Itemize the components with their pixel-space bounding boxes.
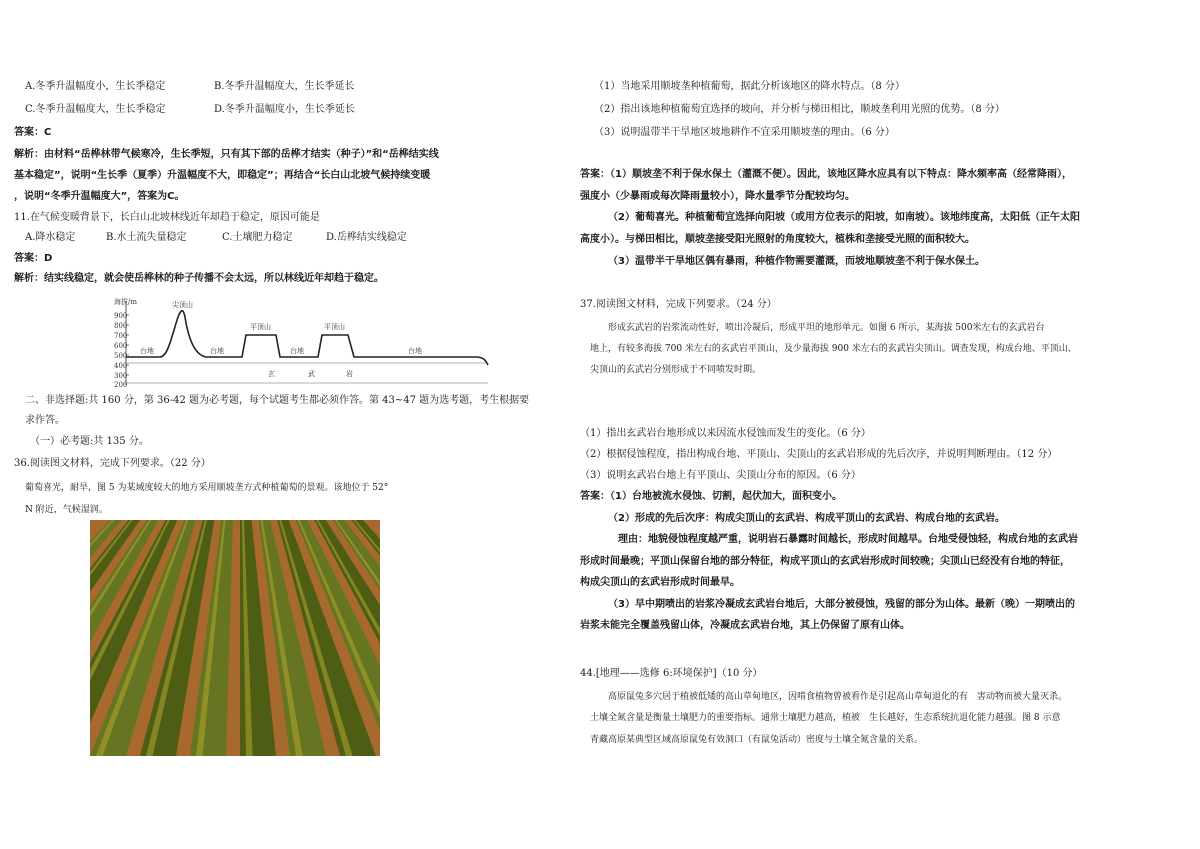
section2-line2: 求作答。 <box>25 415 65 426</box>
q36-stem: 36.阅读图文材料，完成下列要求。（22 分） <box>14 458 211 469</box>
q36-text-line1: 葡萄喜光，耐旱，图 5 为某域度较大的地方采用顺坡垄方式种植葡萄的景观。该地位于 52° <box>25 483 389 493</box>
ytick-200: 200 <box>114 381 128 387</box>
q37-reason-2: 形成时间最晚；平顶山保留台地的部分特征，构成平顶山的玄武岩形成时间较晚；尖顶山已经没有台地的特征， <box>580 556 1070 567</box>
q37-sub3: （3）说明玄武岩台地上有平顶山、尖顶山分布的原因。（6 分） <box>580 470 861 481</box>
label-flat-top-2: 平顶山 <box>324 323 345 331</box>
ytick-900: 900 <box>114 312 128 320</box>
section2-line1: 二、非选择题:共 160 分，第 36-42 题为必考题，每个试题考生都必须作答。第 43~47 题为选考题，考生根据要 <box>25 395 530 406</box>
q36-answer-2b: 高度小）。与梯田相比，顺坡垄接受阳光照射的角度较大，植株和垄接受光照的面积较大。 <box>580 234 975 245</box>
q37-reason-1: 理由：地貌侵蚀程度越严重，说明岩石暴露时间越长，形成时间越早。台地受侵蚀轻，构成台地的玄武岩 <box>618 534 1078 545</box>
label-pointed-peak: 尖顶山 <box>172 301 193 309</box>
ytick-800: 800 <box>114 322 128 330</box>
q11-analysis: 解析：结实线稳定，就会使岳桦林的种子传播不会太远，所以林线近年却趋于稳定。 <box>14 273 384 284</box>
q10-option-c: C.冬季升温幅度大，生长季稳定 <box>25 104 166 115</box>
ytick-700: 700 <box>114 332 128 340</box>
basalt-profile-figure <box>112 295 490 387</box>
q36-sub1: （1）当地采用顺坡垄种植葡萄，据此分析该地区的降水特点。（8 分） <box>594 81 905 92</box>
q11-option-c: C.土壤肥力稳定 <box>222 232 293 243</box>
q36-answer-1a: 答案：（1）顺坡垄不利于保水保土（灌溉不便）。因此，该地区降水应具有以下特点：降水频率高（经常降雨）， <box>580 169 1072 180</box>
label-basalt-1: 玄 <box>268 370 275 378</box>
q44-text-line3: 青藏高原某典型区域高原鼠兔有效洞口（有鼠兔活动）密度与土壤全氮含量的关系。 <box>590 735 924 745</box>
q11-answer: 答案：D <box>14 253 53 264</box>
q37-answer-1: 答案：（1）台地被流水侵蚀、切割，起伏加大，面积变小。 <box>580 491 842 502</box>
label-basalt-2: 武 <box>308 370 315 378</box>
label-basalt-3: 岩 <box>346 370 353 378</box>
q11-option-d: D.岳桦结实线稳定 <box>326 232 407 243</box>
q37-answer-3a: （3）早中期喷出的岩浆冷凝成玄武岩台地后，大部分被侵蚀，残留的部分为山体。最新（晚）一期喷出的 <box>608 599 1075 610</box>
profile-ylabel: 海拔/m <box>114 298 137 306</box>
q36-sub3: （3）说明温带半干旱地区坡地耕作不宜采用顺坡垄的理由。（6 分） <box>594 127 895 138</box>
q10-analysis-line2: 基本稳定”，说明“生长季（夏季）升温幅度不大，即稳定”；再结合“长白山北坡气候持续变暖 <box>14 170 431 181</box>
ytick-300: 300 <box>114 372 128 380</box>
label-platform-1: 台地 <box>140 347 154 355</box>
q44-text-line1: 高原鼠兔多穴居于植被低矮的高山草甸地区，因啃食植物曾被看作是引起高山草甸退化的有 害动物而被大量灭杀。 <box>608 692 1068 702</box>
q37-answer-3b: 岩浆未能完全覆盖残留山体，冷凝成玄武岩台地，其上仍保留了原有山体。 <box>580 620 910 631</box>
label-flat-top-1: 平顶山 <box>250 323 271 331</box>
q10-answer: 答案：C <box>14 127 52 138</box>
q36-sub2: （2）指出该地种植葡萄宜选择的坡向，并分析与梯田相比，顺坡垄利用光照的优势。（8 分） <box>594 104 1005 115</box>
q37-stem: 37.阅读图文材料，完成下列要求。（24 分） <box>580 299 777 310</box>
label-platform-2: 台地 <box>210 347 224 355</box>
q11-option-b: B.水土流失量稳定 <box>106 232 187 243</box>
q36-answer-3: （3）温带半干旱地区偶有暴雨，种植作物需要灌溉，而坡地顺坡垄不利于保水保土。 <box>608 256 985 267</box>
q37-text-line1: 形成玄武岩的岩浆流动性好，喷出冷凝后，形成平坦的地形单元。如图 6 所示，某海拔 500米左右的玄武岩台 <box>608 323 1045 333</box>
label-platform-3: 台地 <box>290 347 304 355</box>
q37-reason-3: 构成尖顶山的玄武岩形成时间最早。 <box>580 577 740 588</box>
q11-stem: 11.在气候变暖背景下，长白山北坡林线近年却趋于稳定，原因可能是 <box>14 212 320 223</box>
q37-sub2: （2）根据侵蚀程度，指出构成台地、平顶山、尖顶山的玄武岩形成的先后次序，并说明判断理由。（12 分） <box>580 449 1058 460</box>
section2-subheading: （一）必考题:共 135 分。 <box>30 436 149 447</box>
q37-text-line3: 尖顶山的玄武岩分别形成于不同喷发时期。 <box>590 365 762 375</box>
q10-analysis-line3: ，说明“冬季升温幅度大”，答案为C。 <box>14 191 185 202</box>
q36-text-line2: N 附近，气候湿润。 <box>25 505 108 515</box>
q37-text-line2: 地上，有较多海拔 700 米左右的玄武岩平顶山，及少量海拔 900 米左右的玄武岩尖顶山。调查发现，构成台地、平顶山、 <box>590 344 1077 354</box>
q10-analysis-line1: 解析：由材料“岳桦林带气候寒冷，生长季短，只有其下部的岳桦才结实（种子）”和“岳桦结实线 <box>14 149 439 160</box>
q37-answer-2: （2）形成的先后次序：构成尖顶山的玄武岩、构成平顶山的玄武岩、构成台地的玄武岩。 <box>608 513 1005 524</box>
ytick-400: 400 <box>114 362 128 370</box>
q36-answer-1b: 强度小（少暴雨或每次降雨量较小），降水量季节分配较均匀。 <box>580 191 855 202</box>
q10-option-d: D.冬季升温幅度小，生长季延长 <box>214 104 355 115</box>
vineyard-photo <box>90 520 380 756</box>
ytick-500: 500 <box>114 352 128 360</box>
q44-stem: 44.[地理——选修 6:环境保护]（10 分） <box>580 668 763 679</box>
q10-option-a: A.冬季升温幅度小，生长季稳定 <box>25 81 166 92</box>
ytick-600: 600 <box>114 342 128 350</box>
q36-answer-2a: （2）葡萄喜光。种植葡萄宜选择向阳坡（或用方位表示的阳坡，如南坡）。该地纬度高，太阳低（正午太阳 <box>608 212 1080 223</box>
q11-option-a: A.降水稳定 <box>25 232 76 243</box>
q10-option-b: B.冬季升温幅度大，生长季延长 <box>214 81 355 92</box>
q44-text-line2: 土壤全氮含量是衡量土壤肥力的重要指标。通常土壤肥力越高，植被 生长越好，生态系统抗退化能力越强。图 8 示意 <box>590 713 1061 723</box>
terrain-surface-line <box>126 311 488 365</box>
q37-sub1: （1）指出玄武岩台地形成以来因流水侵蚀而发生的变化。（6 分） <box>580 428 871 439</box>
label-platform-4: 台地 <box>408 347 422 355</box>
